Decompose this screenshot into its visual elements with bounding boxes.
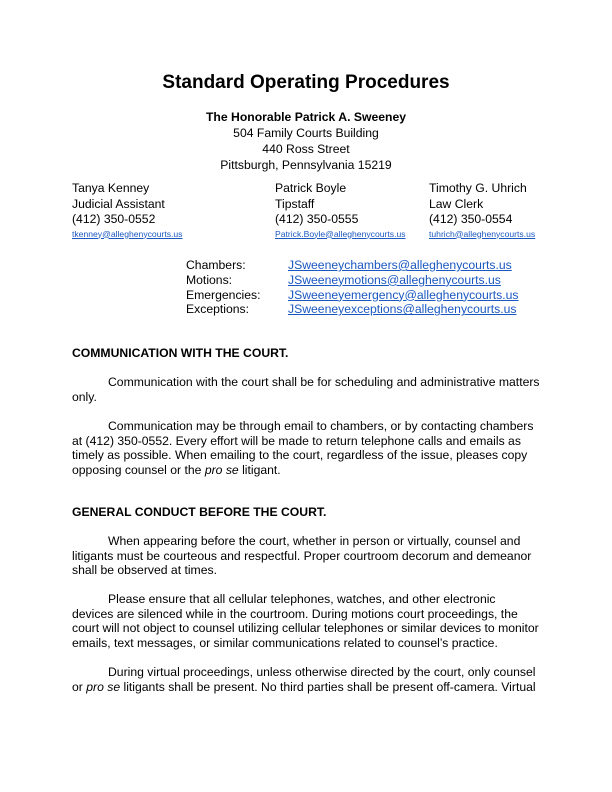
judge-name: The Honorable Patrick A. Sweeney bbox=[205, 110, 407, 124]
section-heading-conduct: GENERAL CONDUCT BEFORE THE COURT. bbox=[72, 505, 327, 519]
contact-email-list bbox=[186, 258, 519, 317]
contact-label: Chambers: bbox=[186, 258, 246, 272]
judge-building: 504 Family Courts Building bbox=[233, 126, 379, 140]
staff-email-link[interactable]: tuhrich@alleghenycourts.us bbox=[429, 228, 536, 239]
contact-row-chambers bbox=[186, 258, 519, 273]
paragraph bbox=[72, 665, 540, 694]
paragraph-text: During virtual proceedings, unless otherwise directed by the court, only counsel or bbox=[72, 665, 536, 694]
contact-row-exceptions bbox=[186, 302, 519, 317]
paragraph-text: litigant. bbox=[238, 463, 281, 478]
staff-email-link[interactable]: Patrick.Boyle@alleghenycourts.us bbox=[275, 228, 406, 239]
staff-name: Timothy G. Uhrich bbox=[429, 181, 527, 195]
staff-column-assistant bbox=[72, 181, 182, 240]
contact-row-emergencies bbox=[186, 288, 519, 303]
paragraph-text: litigants shall be present. No third parties shall be present off-camera. Virtual bbox=[120, 679, 536, 694]
staff-column-law-clerk bbox=[429, 181, 535, 240]
paragraph-emphasis: pro se bbox=[204, 463, 239, 478]
contact-email-link[interactable]: JSweeneyemergency@alleghenycourts.us bbox=[288, 287, 519, 302]
judge-address-block bbox=[0, 109, 612, 173]
contact-email-link[interactable]: JSweeneychambers@alleghenycourts.us bbox=[288, 258, 512, 272]
contact-label: Emergencies: bbox=[186, 287, 261, 302]
contact-email-link[interactable]: JSweeneyexceptions@alleghenycourts.us bbox=[288, 302, 517, 317]
paragraph: Please ensure that all cellular telephones, watches, and other electronic devices are silenced while in the courtroom. During motions court proceedings, the court will not object to counsel utilizing cellular telephones or similar devices to monitor emails, text messages, or similar communications related to counsel’s practice. bbox=[72, 592, 539, 651]
staff-phone: (412) 350-0554 bbox=[429, 212, 513, 226]
staff-phone: (412) 350-0555 bbox=[275, 212, 359, 226]
staff-name: Patrick Boyle bbox=[275, 181, 347, 195]
contact-row-motions bbox=[186, 273, 519, 288]
judge-city: Pittsburgh, Pennsylvania 15219 bbox=[220, 158, 392, 172]
staff-role: Law Clerk bbox=[429, 196, 484, 211]
contact-email-link[interactable]: JSweeneymotions@alleghenycourts.us bbox=[288, 272, 501, 287]
paragraph: Communication with the court shall be for scheduling and administrative matters only. bbox=[72, 375, 540, 404]
staff-name: Tanya Kenney bbox=[72, 181, 150, 195]
page-title: Standard Operating Procedures bbox=[162, 72, 450, 93]
paragraph: When appearing before the court, whether in person or virtually, counsel and litigants must be courteous and respectful. Proper courtroom decorum and demeanor shall be observed at times. bbox=[72, 534, 532, 578]
judge-street: 440 Ross Street bbox=[262, 142, 350, 156]
staff-role: Judicial Assistant bbox=[72, 196, 165, 211]
staff-email-link[interactable]: tkenney@alleghenycourts.us bbox=[72, 228, 183, 239]
staff-column-tipstaff bbox=[275, 181, 406, 240]
section-heading-communication: COMMUNICATION WITH THE COURT. bbox=[72, 346, 289, 360]
paragraph bbox=[72, 419, 540, 478]
paragraph-emphasis: pro se bbox=[86, 679, 121, 694]
contact-label: Exceptions: bbox=[186, 302, 250, 317]
staff-role: Tipstaff bbox=[275, 196, 315, 211]
staff-phone: (412) 350-0552 bbox=[72, 212, 156, 226]
paragraph-text: Communication may be through email to chambers, or by contacting chambers at (412) 350-0552. Every effort will be made to return telephone calls and emails as timely as possible. When emailing to the court, regardless of the issue, pleases copy opposing counsel or the bbox=[72, 419, 534, 478]
contact-label: Motions: bbox=[186, 272, 233, 287]
